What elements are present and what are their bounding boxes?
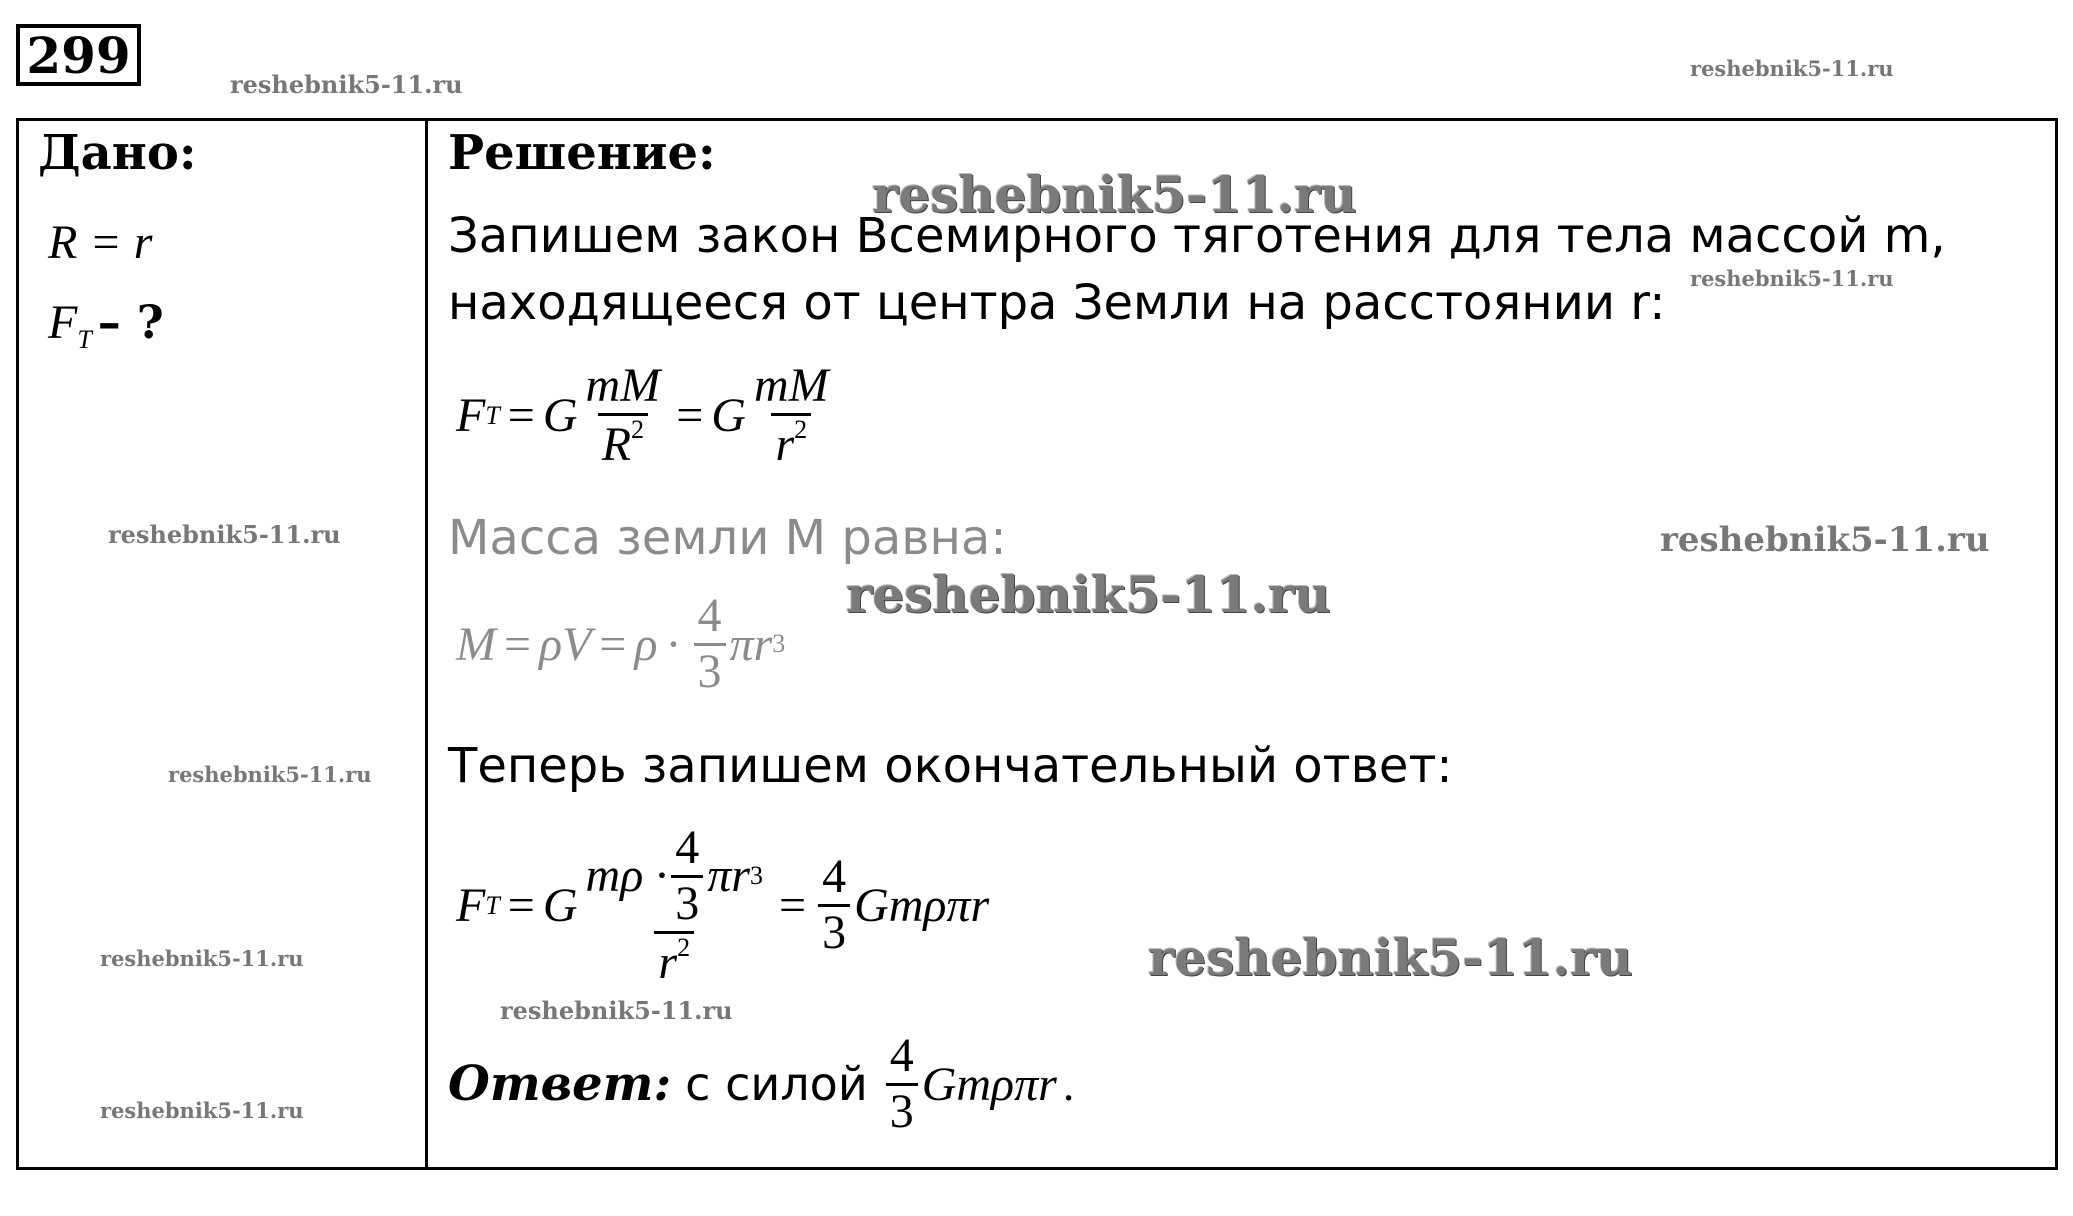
given-line-1: R = r <box>48 216 153 269</box>
eq3-res-tail: Gmρπr <box>854 879 990 933</box>
eq3-res-den: 3 <box>818 904 850 960</box>
eq2-rv: ρV <box>539 617 592 671</box>
eq3-sub: T <box>485 890 500 920</box>
solution-text-1b: находящееся от центра Земли на расстоянии r: <box>448 275 1666 331</box>
answer-den: 3 <box>886 1083 918 1139</box>
given-force-subscript: T <box>77 325 92 354</box>
solution-header: Решение: <box>448 125 716 181</box>
column-divider <box>425 118 428 1170</box>
eq3-G: G <box>542 879 578 933</box>
eq1-exp-2: 2 <box>794 414 808 444</box>
eq3-big-frac <box>582 822 767 989</box>
answer-text: с силой <box>685 1057 868 1112</box>
eq1-exp-1: 2 <box>631 414 645 444</box>
eq3-num-right: πr <box>707 848 750 902</box>
answer-label: Ответ: <box>448 1056 672 1113</box>
eq2-frac <box>694 590 726 699</box>
eq2-tail: πr <box>729 617 773 671</box>
answer-end: . <box>1062 1058 1075 1110</box>
eq1-lhs: F <box>456 389 486 443</box>
watermark: reshebnik5-11.ru <box>1690 56 1894 81</box>
equation-final: F T = G mρ · $\frac{4}{3}$ πr 3 $r^2$ = $\frac{4}{3}$ Gmρπr <box>456 821 990 989</box>
watermark: reshebnik5-11.ru <box>230 70 463 99</box>
eq1-G: G <box>542 389 578 443</box>
eq3-lhs: F <box>456 879 486 933</box>
watermark: reshebnik5-11.ru <box>500 996 733 1025</box>
equation-earth-mass: M = ρV = ρ · $\frac{4}{3}$ πr 3 <box>456 589 786 698</box>
watermark: reshebnik5-11.ru <box>846 565 1331 624</box>
solution-text-2: Масса земли M равна: <box>448 510 1007 566</box>
solution-text-3: Теперь запишем окончательный ответ: <box>448 738 1453 794</box>
eq1-G-2: G <box>711 389 746 443</box>
solution-text-1a: Запишем закон Всемирного тяготения для тела массой m, <box>448 208 1946 264</box>
given-question: – ? <box>97 295 164 349</box>
eq3-num-left: mρ · <box>585 848 668 902</box>
eq2-num: 4 <box>697 589 722 642</box>
eq3-den: r <box>658 935 678 989</box>
watermark: reshebnik5-11.ru <box>1690 266 1894 291</box>
answer-line <box>448 1030 1074 1139</box>
eq2-lhs: M <box>456 617 496 671</box>
watermark: reshebnik5-11.ru <box>100 1098 304 1123</box>
eq3-res-num: 4 <box>822 850 847 904</box>
eq1-den-2: r <box>775 417 795 471</box>
eq1-frac-2 <box>750 360 833 472</box>
eq3-result-frac <box>818 851 850 960</box>
equation-gravity-law: F T = G $\frac{mM}{R^2}$ = G $\frac{mM}{r^2}$ <box>456 360 837 472</box>
eq3-inner-frac <box>671 822 703 931</box>
eq3-den-exp: 2 <box>677 932 691 962</box>
eq1-sub: T <box>485 400 500 430</box>
eq2-exp: 3 <box>772 629 786 659</box>
eq3-inner-den: 3 <box>671 875 703 931</box>
problem-number: 299 <box>16 24 141 86</box>
watermark: reshebnik5-11.ru <box>1660 520 1990 560</box>
eq1-frac-1 <box>582 360 665 472</box>
watermark: reshebnik5-11.ru <box>100 946 304 971</box>
eq1-num-1: mM <box>585 359 661 412</box>
given-line-2 <box>48 295 164 355</box>
watermark: reshebnik5-11.ru <box>108 520 341 549</box>
eq3-inner-num: 4 <box>675 821 700 874</box>
given-force-symbol: F <box>48 296 78 349</box>
eq1-num-2: mM <box>753 359 829 412</box>
watermark: reshebnik5-11.ru <box>1148 928 1633 987</box>
eq2-rho: ρ <box>634 617 658 671</box>
given-header: Дано: <box>38 125 197 181</box>
answer-frac <box>886 1030 918 1139</box>
eq2-den: 3 <box>694 643 726 699</box>
answer-num: 4 <box>889 1029 914 1082</box>
eq3-num-exp: 3 <box>749 861 763 890</box>
watermark: reshebnik5-11.ru <box>872 165 1357 224</box>
watermark: reshebnik5-11.ru <box>168 762 372 787</box>
answer-tail: Gmρπr <box>921 1057 1057 1111</box>
eq1-den-1: R <box>601 417 632 471</box>
